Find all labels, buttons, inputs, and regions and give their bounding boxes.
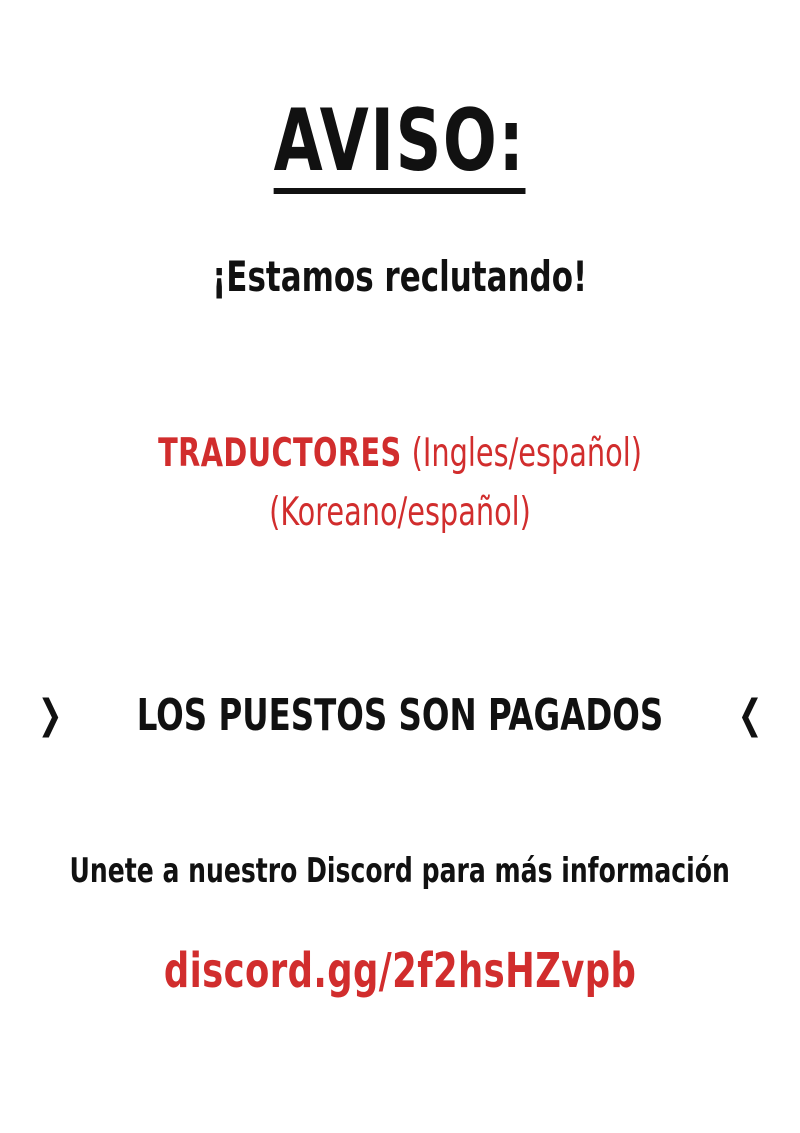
paid-positions-notice — [35, 690, 765, 741]
role-name-traductores: TRADUCTORES — [158, 431, 402, 477]
paid-positions-text: LOS PUESTOS SON PAGADOS — [136, 689, 664, 741]
role-languages-korean: (Koreano/español) — [269, 490, 531, 536]
role-languages-english: (Ingles/español) — [411, 431, 642, 477]
chevron-left-icon: ❮ — [737, 692, 763, 739]
discord-invite-link[interactable]: discord.gg/2f2hsHZvpb — [163, 942, 637, 999]
discord-prompt: Unete a nuestro Discord para más información — [69, 850, 731, 891]
recruiting-subtitle: ¡Estamos reclutando! — [212, 252, 588, 302]
chevron-right-icon: ❯ — [37, 692, 63, 739]
roles-block — [105, 428, 695, 539]
role-line-primary — [158, 428, 642, 481]
page-title: AVISO: — [274, 91, 526, 191]
